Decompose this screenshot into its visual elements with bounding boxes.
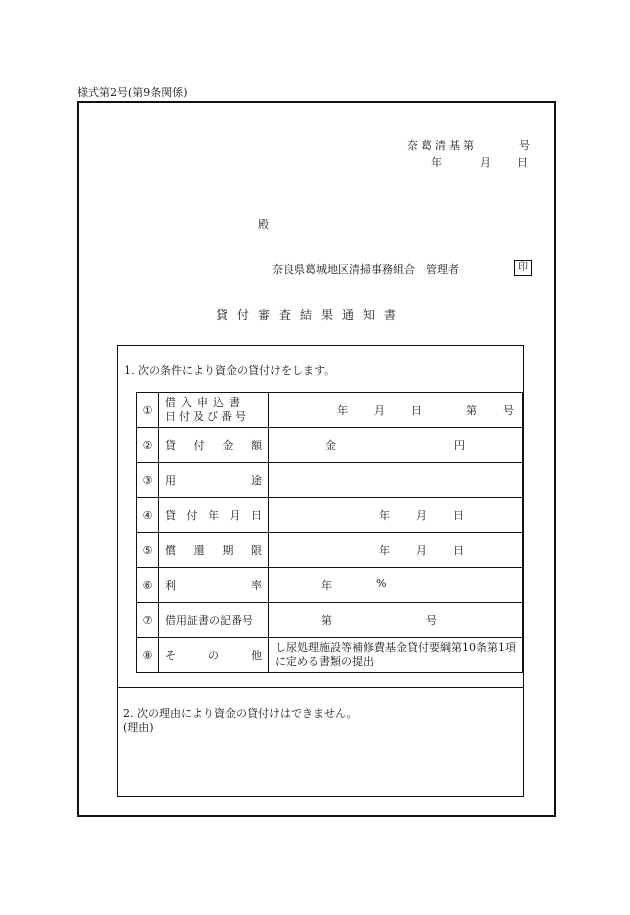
row-label: [159, 393, 269, 428]
value-part: 号: [503, 404, 514, 417]
row-label: [159, 568, 269, 603]
table-row: [137, 393, 523, 428]
value-part: 第: [466, 404, 477, 417]
row-label-char: 期: [222, 544, 234, 557]
row-number: ⑦: [137, 603, 159, 638]
date-month: 月: [480, 156, 491, 169]
row-value: [269, 463, 523, 498]
row-label: [159, 638, 269, 673]
value-part: 日: [453, 509, 464, 522]
row-label-char: 付: [186, 509, 198, 522]
row-label-char: 他: [251, 649, 262, 662]
section-divider: [117, 687, 524, 689]
row-label-char: 貸: [165, 509, 176, 522]
value-part: 金: [325, 439, 336, 452]
table-row: [137, 428, 523, 463]
document-title: 貸付審査結果通知書: [216, 308, 406, 322]
loan-conditions-table: [136, 392, 523, 673]
table-row: [137, 498, 523, 533]
row-label-char: の: [208, 649, 219, 662]
row-value: [269, 428, 523, 463]
row-label: [159, 463, 269, 498]
row-label-char: 日: [251, 509, 262, 522]
row-value: [269, 498, 523, 533]
value-part: 月: [374, 404, 385, 417]
row-label: [159, 428, 269, 463]
date-day: 日: [517, 156, 528, 169]
value-part: 年: [379, 509, 390, 522]
seal-mark: 印: [514, 260, 532, 276]
row-label-char: 利: [165, 579, 176, 592]
addressee: 殿: [258, 218, 269, 231]
row-label-line: 借入申込書: [165, 396, 245, 409]
row-number: ⑤: [137, 533, 159, 568]
issue-date: [431, 154, 528, 170]
date-year: 年: [431, 156, 442, 169]
table-row: [137, 533, 523, 568]
value-part: %: [376, 577, 387, 590]
row-number: ②: [137, 428, 159, 463]
row-label-char: そ: [165, 649, 176, 662]
value-part: 年: [379, 544, 390, 557]
document-number-prefix: 奈葛清基第: [407, 139, 477, 152]
reason-label: (理由): [123, 721, 154, 734]
row-number: ③: [137, 463, 159, 498]
row-number: ⑧: [137, 638, 159, 673]
table-row: [137, 638, 523, 673]
row-number: ①: [137, 393, 159, 428]
row-value: [269, 638, 523, 673]
row-label-char: 還: [193, 544, 205, 557]
row-value: [269, 568, 523, 603]
value-part: 号: [426, 614, 437, 627]
sender: 奈良県葛城地区清掃事務組合 管理者: [272, 263, 459, 276]
document-number: [407, 137, 530, 153]
row-label: 借用証書の記番号: [159, 603, 269, 638]
row-label-char: 額: [250, 439, 262, 452]
value-part: 月: [416, 509, 427, 522]
row-value: [269, 603, 523, 638]
row-label-char: 金: [222, 439, 234, 452]
row-value: [269, 393, 523, 428]
row-value: [269, 533, 523, 568]
table-row: [137, 568, 523, 603]
value-part: 日: [453, 544, 464, 557]
value-part: 円: [454, 439, 465, 452]
row-label: [159, 498, 269, 533]
row-label-char: 途: [251, 474, 262, 487]
section1-heading: 1. 次の条件により資金の貸付けをします。: [124, 364, 336, 377]
row-label-char: 率: [251, 579, 262, 592]
row-label-char: 用: [165, 474, 176, 487]
row-label-line: 日付及び番号: [165, 410, 249, 423]
value-part: 第: [321, 614, 332, 627]
row-label-char: 月: [229, 509, 241, 522]
document-number-suffix: 号: [519, 139, 530, 152]
row-number: ④: [137, 498, 159, 533]
row-label-char: 貸: [165, 439, 176, 452]
row-label-char: 限: [250, 544, 262, 557]
row-label-char: 付: [193, 439, 205, 452]
table-row: [137, 463, 523, 498]
value-part: 年: [321, 579, 332, 592]
form-number-label: 様式第2号(第9条関係): [77, 86, 188, 99]
value-part: 日: [411, 404, 422, 417]
other-note: し尿処理施設等補修費基金貸付要綱第10条第1項に定める書類の提出: [275, 641, 516, 668]
row-number: ⑥: [137, 568, 159, 603]
row-label-char: 償: [165, 544, 176, 557]
row-label-char: 年: [208, 509, 219, 522]
value-part: 年: [337, 404, 348, 417]
row-label: [159, 533, 269, 568]
table-row: [137, 603, 523, 638]
section2-heading: 2. 次の理由により資金の貸付けはできません。: [123, 707, 358, 720]
value-part: 月: [416, 544, 427, 557]
